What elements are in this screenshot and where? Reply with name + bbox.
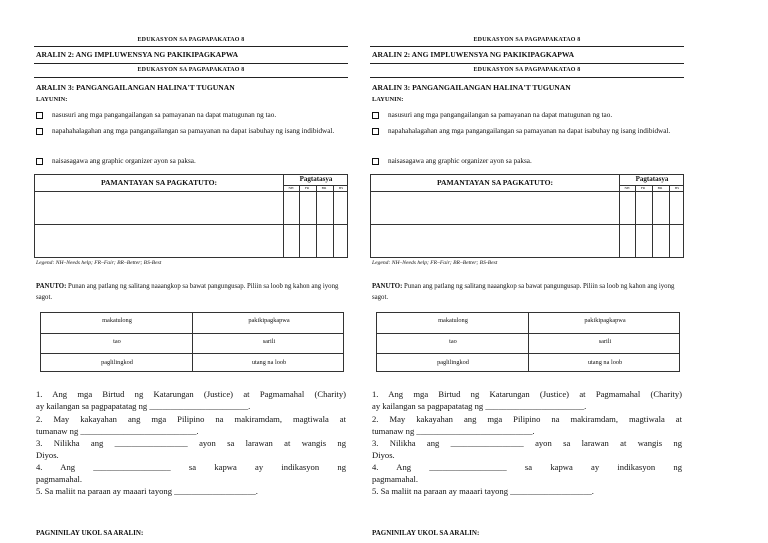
rating-fr: FR bbox=[304, 186, 310, 190]
choice-cell: tao bbox=[113, 338, 121, 345]
rating-bs: BS bbox=[674, 186, 680, 190]
aralin-3-title: ARALIN 3: PANGANGAILANGAN HALINA'T TUGUNAN bbox=[36, 83, 235, 92]
legend-text: Legend: NH–Needs help; FR–Fair; BR–Better; BS-Best bbox=[36, 260, 162, 266]
choice-cell: sarili bbox=[262, 338, 276, 345]
legend-text: Legend: NH–Needs help; FR–Fair; BR–Better; BS-Best bbox=[372, 260, 498, 266]
checkbox-icon bbox=[36, 128, 43, 135]
choice-cell: utang na loob bbox=[587, 359, 623, 366]
question-1-cont: ay kailangan sa pagpapatatag ng _______________________. bbox=[36, 401, 251, 411]
question-1-cont: ay kailangan sa pagpapatatag ng _______________________. bbox=[372, 401, 587, 411]
question-4: 4. Ang __________________ sa kapwa ay indikasyon ng bbox=[36, 462, 346, 472]
pagninilay-heading: PAGNINILAY UKOL SA ARALIN: bbox=[36, 529, 144, 537]
aralin-2-title: ARALIN 2: ANG IMPLUWENSYA NG PAKIKIPAGKAPWA bbox=[372, 50, 575, 59]
question-2: 2. May kakayahan ang mga Pilipino na makiramdam, magtiwala at bbox=[36, 414, 346, 424]
grid-line bbox=[669, 185, 670, 257]
rating-nh: NH bbox=[288, 186, 294, 190]
layunin-label: LAYUNIN: bbox=[36, 96, 68, 103]
objective-text: nasusuri ang mga pangangailangan sa pamayanan na dapat matugunan ng tao. bbox=[388, 111, 613, 119]
choices-table bbox=[376, 312, 680, 372]
panuto bbox=[372, 281, 682, 303]
objective-text: napahahalagahan ang mga pangangailangan sa pamayanan na dapat isabuhay ng isang indibidwal. bbox=[52, 127, 335, 135]
grid-line bbox=[316, 185, 317, 257]
panuto-text: Punan ang patlang ng salitang naaangkop sa bawat pangungusap. Piliin sa loob ng kahon ang iyong sagot. bbox=[372, 283, 675, 301]
question-5: 5. Sa maliit na paraan ay maaari tayong ___________________. bbox=[372, 486, 594, 496]
grid-line bbox=[528, 313, 529, 371]
choice-cell: makatulong bbox=[102, 317, 132, 324]
panuto-label: PANUTO: bbox=[372, 283, 403, 290]
grid-line bbox=[371, 224, 683, 225]
layunin-label: LAYUNIN: bbox=[372, 96, 404, 103]
panuto-text: Punan ang patlang ng salitang naaangkop sa bawat pangungusap. Piliin sa loob ng kahon ang iyong sagot. bbox=[36, 283, 339, 301]
grid-line bbox=[333, 185, 334, 257]
choice-cell: utang na loob bbox=[251, 359, 287, 366]
pagninilay-heading: PAGNINILAY UKOL SA ARALIN: bbox=[372, 529, 480, 537]
rating-bs: BS bbox=[338, 186, 344, 190]
subject-header: EDUKASYON SA PAGPAPAKATAO 8 bbox=[473, 37, 581, 43]
grid-line bbox=[283, 175, 284, 257]
rating-nh: NH bbox=[624, 186, 630, 190]
pamantayan-table bbox=[370, 174, 684, 258]
choice-cell: makatulong bbox=[438, 317, 468, 324]
section-divider bbox=[370, 63, 684, 64]
question-4: 4. Ang __________________ sa kapwa ay indikasyon ng bbox=[372, 462, 682, 472]
pamantayan-table bbox=[34, 174, 348, 258]
grid-line bbox=[35, 224, 347, 225]
grid-line bbox=[371, 191, 683, 192]
worksheet-page-right bbox=[370, 0, 684, 543]
worksheet-page-left bbox=[34, 0, 348, 543]
header-divider bbox=[370, 77, 684, 78]
pamantayan-header: PAMANTAYAN SA PAGKATUTO: bbox=[436, 178, 554, 187]
question-1: 1. Ang mga Birtud ng Katarungan (Justice) at Pagmamahal (Charity) bbox=[372, 389, 682, 399]
aralin-3-title: ARALIN 3: PANGANGAILANGAN HALINA'T TUGUNAN bbox=[372, 83, 571, 92]
choice-cell: pakikipagkapwa bbox=[248, 317, 290, 324]
grid-line bbox=[192, 313, 193, 371]
subject-header: EDUKASYON SA PAGPAPAKATAO 8 bbox=[473, 67, 581, 73]
rating-br: BR bbox=[321, 186, 327, 190]
choice-cell: sarili bbox=[598, 338, 612, 345]
header-divider bbox=[370, 46, 684, 47]
rating-fr: FR bbox=[640, 186, 646, 190]
question-2: 2. May kakayahan ang mga Pilipino na makiramdam, magtiwala at bbox=[372, 414, 682, 424]
header-divider bbox=[34, 46, 348, 47]
pamantayan-header: PAMANTAYAN SA PAGKATUTO: bbox=[100, 178, 218, 187]
grid-line bbox=[35, 191, 347, 192]
checkbox-icon bbox=[372, 112, 379, 119]
question-4-cont: pagmamahal. bbox=[372, 474, 419, 484]
objective-text: napahahalagahan ang mga pangangailangan sa pamayanan na dapat isabuhay ng isang indibidwal. bbox=[388, 127, 671, 135]
question-3: 3. Nilikha ang _________________ ayon sa larawan at wangis ng bbox=[36, 438, 346, 448]
subject-header: EDUKASYON SA PAGPAPAKATAO 8 bbox=[137, 67, 245, 73]
pagtatasya-header: Pagtatasya bbox=[635, 175, 669, 183]
choice-cell: paglilingkod bbox=[101, 359, 133, 366]
question-5: 5. Sa maliit na paraan ay maaari tayong ___________________. bbox=[36, 486, 258, 496]
section-divider bbox=[34, 63, 348, 64]
choice-cell: pakikipagkapwa bbox=[584, 317, 626, 324]
choice-cell: paglilingkod bbox=[437, 359, 469, 366]
panuto-label: PANUTO: bbox=[36, 283, 67, 290]
header-divider bbox=[34, 77, 348, 78]
rating-br: BR bbox=[657, 186, 663, 190]
objective-text: nasusuri ang mga pangangailangan sa pamayanan na dapat matugunan ng tao. bbox=[52, 111, 277, 119]
pagtatasya-header: Pagtatasya bbox=[299, 175, 333, 183]
objective-text: naisasagawa ang graphic organizer ayon sa paksa. bbox=[52, 157, 196, 165]
grid-line bbox=[299, 185, 300, 257]
checkbox-icon bbox=[372, 128, 379, 135]
aralin-2-title: ARALIN 2: ANG IMPLUWENSYA NG PAKIKIPAGKAPWA bbox=[36, 50, 239, 59]
choice-cell: tao bbox=[449, 338, 457, 345]
objective-text: naisasagawa ang graphic organizer ayon sa paksa. bbox=[388, 157, 532, 165]
checkbox-icon bbox=[372, 158, 379, 165]
question-1: 1. Ang mga Birtud ng Katarungan (Justice) at Pagmamahal (Charity) bbox=[36, 389, 346, 399]
checkbox-icon bbox=[36, 158, 43, 165]
question-2-cont: tumanaw ng ___________________________. bbox=[372, 426, 535, 436]
grid-line bbox=[652, 185, 653, 257]
question-3: 3. Nilikha ang _________________ ayon sa larawan at wangis ng bbox=[372, 438, 682, 448]
question-4-cont: pagmamahal. bbox=[36, 474, 83, 484]
subject-header: EDUKASYON SA PAGPAPAKATAO 8 bbox=[137, 37, 245, 43]
grid-line bbox=[635, 185, 636, 257]
question-3-cont: Diyos. bbox=[36, 450, 59, 460]
checkbox-icon bbox=[36, 112, 43, 119]
choices-table bbox=[40, 312, 344, 372]
question-2-cont: tumanaw ng ___________________________. bbox=[36, 426, 199, 436]
question-3-cont: Diyos. bbox=[372, 450, 395, 460]
grid-line bbox=[619, 175, 620, 257]
panuto bbox=[36, 281, 346, 303]
